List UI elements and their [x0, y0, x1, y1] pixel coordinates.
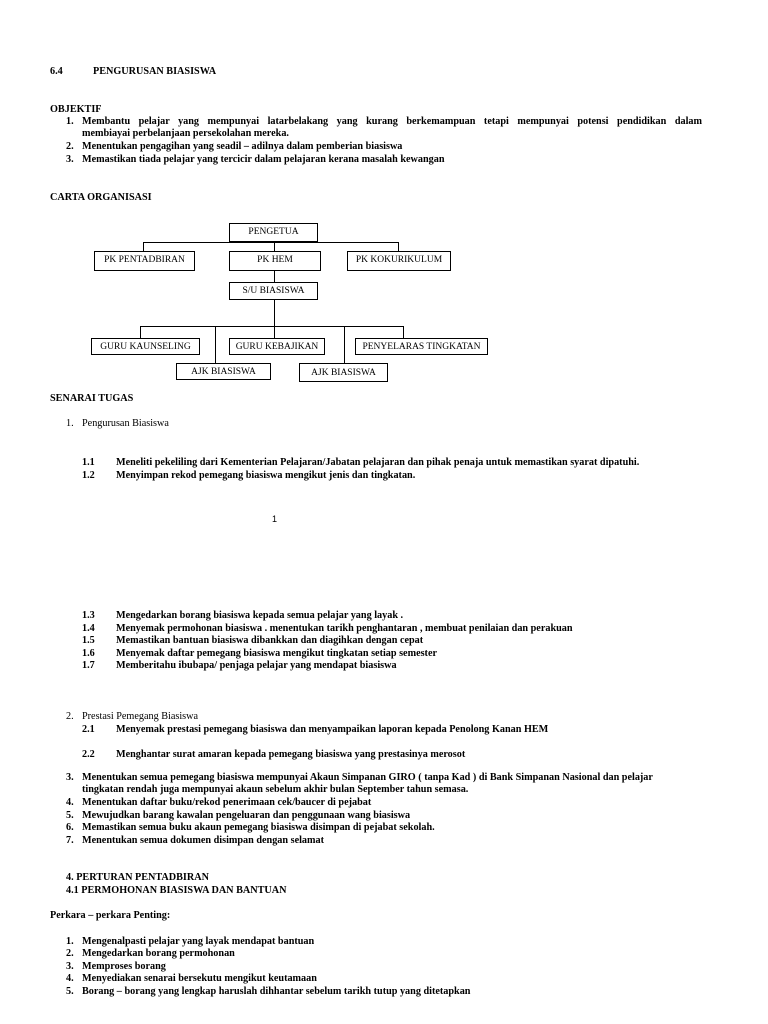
perkara-num-4: 4. — [66, 973, 74, 984]
task-1-2-num: 1.2 — [82, 470, 95, 481]
perkara-item-2: Mengedarkan borang permohonan — [82, 948, 235, 959]
org-line-ajk2 — [344, 326, 345, 363]
task-1-3: Mengedarkan borang biasiswa kepada semua pelajar yang layak . — [116, 610, 404, 621]
objektif-item-1-line1: Membantu pelajar yang mempunyai latarbelakang yang kurang berkemampuan tetapi mempunyai potensi pendidikan dalam — [82, 116, 702, 127]
org-ajk-biasiswa-1: AJK BIASISWA — [176, 363, 271, 380]
task-2-2: Menghantar surat amaran kepada pemegang biasiswa yang prestasinya merosot — [116, 749, 466, 760]
task-1-2: Menyimpan rekod pemegang biasiswa mengikut jenis dan tingkatan. — [116, 470, 416, 481]
perturan-title: 4. PERTURAN PENTADBIRAN — [66, 872, 209, 883]
objektif-num-2: 2. — [66, 141, 74, 152]
org-line-ajk1 — [215, 326, 216, 363]
section-number: 6.4 — [50, 66, 63, 77]
perkara-num-3: 3. — [66, 961, 74, 972]
senarai-s2-title: Prestasi Pemegang Biasiswa — [82, 711, 199, 722]
task-1-5: Memastikan bantuan biasiswa dibankkan dan diagihkan dengan cepat — [116, 635, 424, 646]
org-line-pk3 — [398, 242, 399, 251]
carta-title: CARTA ORGANISASI — [50, 192, 152, 203]
task-1-1: Meneliti pekeliling dari Kementerian Pelajaran/Jabatan pelajaran dan pihak penaja untuk memastikan syarat dipatuhi. — [116, 457, 640, 468]
perkara-item-5: Borang – borang yang lengkap haruslah dihhantar sebelum tarikh tutup yang ditetapkan — [82, 986, 471, 997]
senarai-s1-title: Pengurusan Biasiswa — [82, 418, 169, 429]
objektif-num-1: 1. — [66, 116, 74, 127]
org-line-g3 — [403, 326, 404, 338]
perturan-subtitle: 4.1 PERMOHONAN BIASISWA DAN BANTUAN — [66, 885, 287, 896]
objektif-num-3: 3. — [66, 154, 74, 165]
org-ajk-biasiswa-2: AJK BIASISWA — [299, 363, 388, 382]
section-title: PENGURUSAN BIASISWA — [93, 66, 217, 77]
task-5: Mewujudkan barang kawalan pengeluaran dan penggunaan wang biasiswa — [82, 810, 411, 821]
objektif-title: OBJEKTIF — [50, 104, 102, 115]
task-1-4: Menyemak permohonan biasiswa . menentukan tarikh penghantaran , membuat penilaian dan perakuan — [116, 623, 573, 634]
perkara-num-1: 1. — [66, 936, 74, 947]
org-line-pk-bar — [143, 242, 399, 243]
task-3-line2: tingkatan rendah juga mempunyai akaun sebelum akhir bulan September tahun semasa. — [82, 784, 469, 795]
perkara-item-3: Memproses borang — [82, 961, 166, 972]
org-pengetua: PENGETUA — [229, 223, 318, 242]
org-line-pk1 — [143, 242, 144, 251]
org-line-g1 — [140, 326, 141, 338]
task-1-6-num: 1.6 — [82, 648, 95, 659]
org-line-g2 — [274, 326, 275, 338]
org-line-hem-su — [274, 271, 275, 282]
org-su-biasiswa: S/U BIASISWA — [229, 282, 318, 300]
task-2-2-num: 2.2 — [82, 749, 95, 760]
task-6-num: 6. — [66, 822, 74, 833]
page-number: 1 — [272, 514, 278, 524]
task-6: Memastikan semua buku akaun pemegang biasiswa disimpan di pejabat sekolah. — [82, 822, 435, 833]
task-7: Menentukan semua dokumen disimpan dengan selamat — [82, 835, 324, 846]
task-1-1-num: 1.1 — [82, 457, 95, 468]
task-1-7: Memberitahu ibubapa/ penjaga pelajar yang mendapat biasiswa — [116, 660, 397, 671]
objektif-item-1-line2: membiayai perbelanjaan persekolahan mereka. — [82, 128, 289, 139]
org-pk-pentadbiran: PK PENTADBIRAN — [94, 251, 195, 271]
task-3-num: 3. — [66, 772, 74, 783]
perkara-title: Perkara – perkara Penting: — [50, 910, 171, 921]
perkara-num-2: 2. — [66, 948, 74, 959]
objektif-item-3: Memastikan tiada pelajar yang tercicir dalam pelajaran kerana masalah kewangan — [82, 154, 445, 165]
task-1-3-num: 1.3 — [82, 610, 95, 621]
objektif-item-2: Menentukan pengagihan yang seadil – adilnya dalam pemberian biasiswa — [82, 141, 403, 152]
task-5-num: 5. — [66, 810, 74, 821]
task-7-num: 7. — [66, 835, 74, 846]
org-pk-kokurikulum: PK KOKURIKULUM — [347, 251, 451, 271]
org-line-pk2 — [274, 242, 275, 251]
perkara-item-4: Menyediakan senarai bersekutu mengikut keutamaan — [82, 973, 317, 984]
task-2-1: Menyemak prestasi pemegang biasiswa dan menyampaikan laporan kepada Penolong Kanan HEM — [116, 724, 549, 735]
org-guru-kebajikan: GURU KEBAJIKAN — [229, 338, 325, 355]
task-1-7-num: 1.7 — [82, 660, 95, 671]
task-3-line1: Menentukan semua pemegang biasiswa mempunyai Akaun Simpanan GIRO ( tanpa Kad ) di Bank Simpanan Nasional dan pelajar — [82, 772, 653, 783]
task-2-1-num: 2.1 — [82, 724, 95, 735]
senarai-title: SENARAI TUGAS — [50, 393, 134, 404]
senarai-s1-num: 1. — [66, 418, 74, 429]
org-line-su-down — [274, 300, 275, 326]
task-4: Menentukan daftar buku/rekod penerimaan cek/baucer di pejabat — [82, 797, 372, 808]
task-1-6: Menyemak daftar pemegang biasiswa mengikut tingkatan setiap semester — [116, 648, 437, 659]
task-1-5-num: 1.5 — [82, 635, 95, 646]
perkara-item-1: Mengenalpasti pelajar yang layak mendapat bantuan — [82, 936, 315, 947]
perkara-num-5: 5. — [66, 986, 74, 997]
org-penyelaras-tingkatan: PENYELARAS TINGKATAN — [355, 338, 488, 355]
org-line-guru-bar — [140, 326, 404, 327]
org-pk-hem: PK HEM — [229, 251, 321, 271]
senarai-s2-num: 2. — [66, 711, 74, 722]
task-1-4-num: 1.4 — [82, 623, 95, 634]
org-guru-kaunseling: GURU KAUNSELING — [91, 338, 200, 355]
task-4-num: 4. — [66, 797, 74, 808]
